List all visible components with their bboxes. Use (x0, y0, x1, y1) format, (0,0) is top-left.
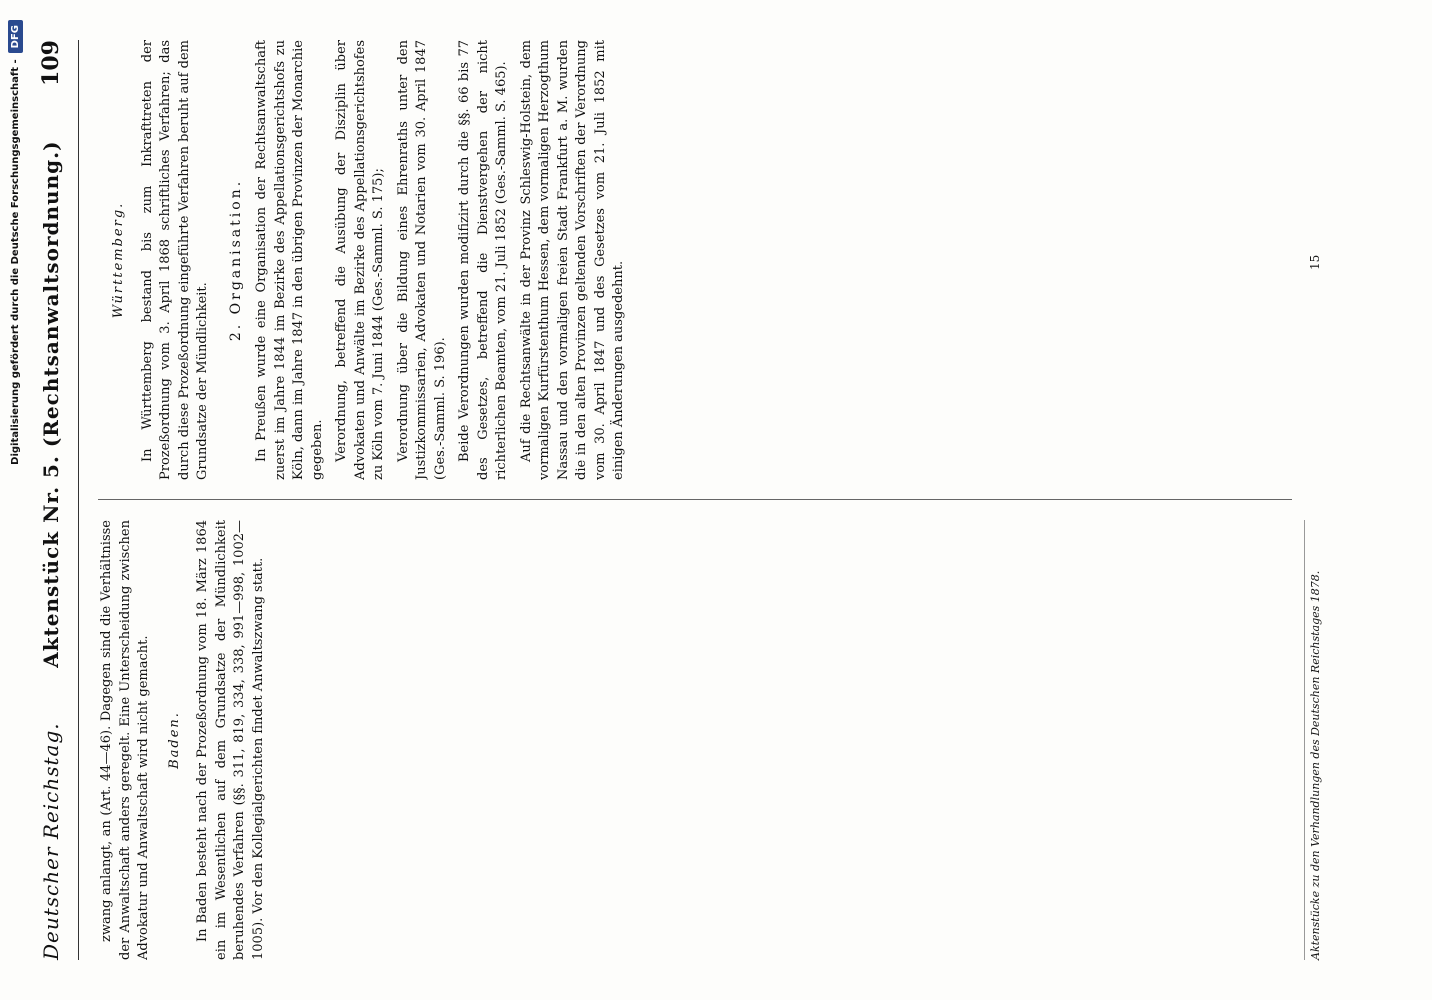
organisation-paragraph-3: Verordnung über die Bildung eines Ehrenraths unter den Justizkommissarien, Advokaten und Notarien vom 30. April 1847 (Ges.-Samml. S. 196). (395, 40, 448, 480)
digitization-credit (0, 0, 30, 1000)
organisation-paragraph-4: Beide Verordnungen wurden modifizirt durch die §§. 66 bis 77 des Gesetzes, betreffend die Dienstvergehen der nicht richterlichen Beamten, vom 21. Juli 1852 (Ges.-Samml. S. 465). (457, 40, 509, 480)
organisation-paragraph-1: In Preußen wurde eine Organisation der Rechtsanwaltschaft zuerst im Jahre 1844 im Bezirke des Appellationsgerichtshofs zu Köln, dann im Jahre 1847 in den übrigen Provinzen der Monarchie gegeben. (254, 40, 325, 480)
right-column (98, 40, 1292, 480)
page-header (38, 40, 79, 960)
organisation-paragraph-5: Auf die Rechtsanwälte in der Provinz Schleswig-Holstein, dem vormaligen Kurfürstenthum Hessen, dem vormaligen Herzogthum Nassau und den vormaligen freien Stadt Frankfurt a. M. wurden die in den alten Provinzen geltenden Vorschriften der Verordnung vom 30. April 1847 und des Gesetzes vom 21. Juli 1852 mit einigen Änderungen ausgedehnt. (518, 40, 626, 480)
dfg-logo: DFG (8, 20, 23, 53)
section-title-baden: Baden. (166, 711, 182, 769)
section-title-wuerttemberg: Württemberg. (111, 201, 126, 319)
left-column (98, 520, 1292, 960)
organisation-paragraph-2: Verordnung, betreffend die Ausübung der Disziplin über Advokaten und Anwälte im Bezirke des Appellationsgerichtshofes zu Köln vom 7. Juni 1844 (Ges.-Samml. S. 175); (334, 40, 386, 480)
page-footer-note: Aktenstücke zu den Verhandlungen des Deutschen Reichstages 1878. (1304, 520, 1322, 960)
wuerttemberg-paragraph: In Württemberg bestand bis zum Inkrafttreten der Prozeßordnung vom 3. April 1868 schriftliches Verfahren; das durch diese Prozeßordnung eingeführte Verfahren beruht auf dem Grundsatze der Mündlichkeit. (139, 40, 210, 480)
subsection-title-organisation: 2. Organisation. (227, 178, 244, 342)
header-title: Aktenstück Nr. 5. (Rechtsanwaltsordnung.) (39, 140, 63, 668)
page-number: 109 (38, 40, 64, 86)
header-left: Deutscher Reichstag. (39, 722, 63, 960)
credit-text: Digitalisierung gefördert durch die Deutsche Forschungsgemeinschaft - (9, 59, 21, 465)
baden-paragraph: In Baden besteht nach der Prozeßordnung vom 18. März 1864 ein im Wesentlichen auf dem Grundsatze der Mündlichkeit beruhendes Verfahren (§§. 311, 819, 334, 338, 991—998, 1002—1005). Vor den Kollegialgerichten findet Anwaltszwang statt. (195, 520, 266, 960)
column-divider (98, 499, 1292, 500)
left-intro-paragraph: zwang anlangt, an (Art. 44—46). Dagegen sind die Verhältnisse der Anwaltschaft anders geregelt. Eine Unterscheidung zwischen Advokatur und Anwaltschaft wird nicht gemacht. (99, 520, 151, 960)
signature-number: 15 (1308, 254, 1322, 270)
